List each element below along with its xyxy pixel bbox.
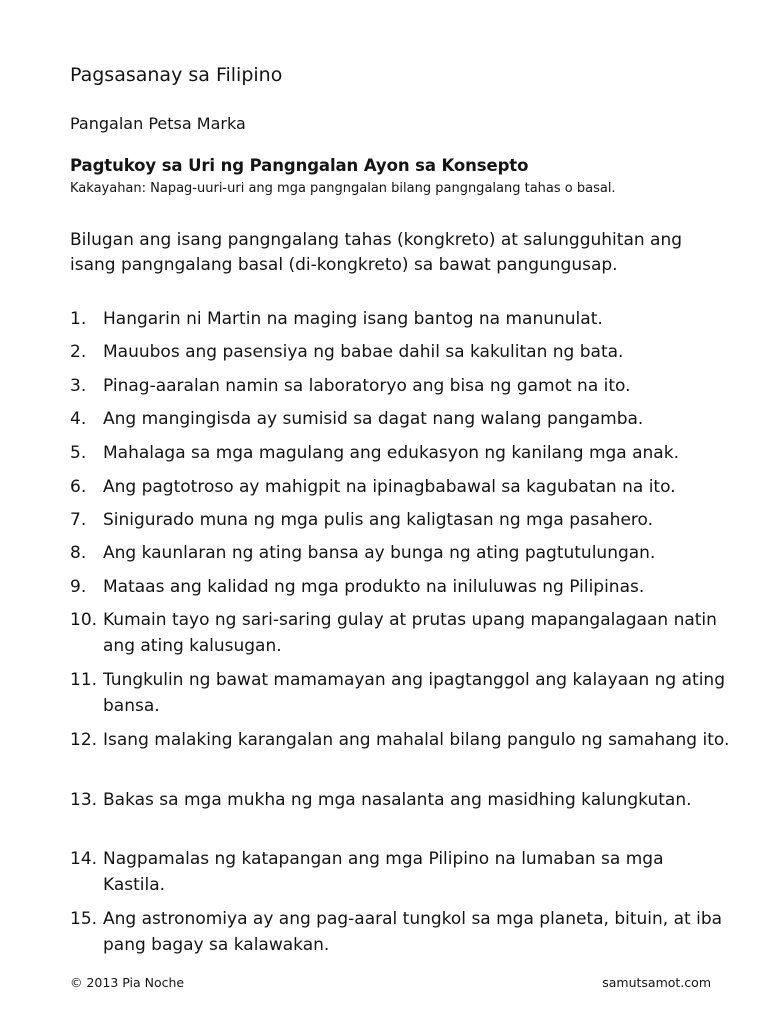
page-title: Pagsasanay sa Filipino [70,64,283,86]
item-sentence: Ang mangingisda ay sumisid sa dagat nang walang pangamba. [103,409,644,429]
item-number: 15. [70,909,98,929]
date-label: Petsa [148,114,192,133]
score-label: Marka [196,114,246,133]
item-sentence: Tungkulin ng bawat mamamayan ang ipagtanggol ang kalayaan ng ating bansa. [103,670,726,716]
item-number: 10. [70,610,98,630]
item-sentence: Mataas ang kalidad ng mga produkto na iniluluwas ng Pilipinas. [103,577,645,597]
site-link[interactable]: samutsamot.com [602,975,711,990]
item-sentence: Hangarin ni Martin na maging isang bantog na manunulat. [103,309,603,329]
item-sentence: Ang astronomiya ay ang pag-aaral tungkol sa mga planeta, bituin, at iba pang bagay sa kalawakan. [103,909,723,955]
item-sentence: Mahalaga sa mga magulang ang edukasyon ng kanilang mga anak. [103,443,679,463]
item-number: 14. [70,849,98,869]
item-number: 1. [70,309,87,329]
item-number: 8. [70,543,87,563]
student-info-fields [70,113,730,135]
item-sentence: Nagpamalas ng katapangan ang mga Pilipino na lumaban sa mga Kastila. [103,849,664,895]
item-number: 9. [70,577,87,597]
item-number: 13. [70,790,98,810]
item-sentence: Ang kaunlaran ng ating bansa ay bunga ng ating pagtutulungan. [103,543,656,563]
item-sentence: Kumain tayo ng sari-saring gulay at prutas upang mapangalagaan natin ang ating kalusugan. [103,610,717,656]
item-number: 7. [70,510,87,530]
name-label: Pangalan [70,114,144,133]
item-number: 12. [70,730,98,750]
item-sentence: Ang pagtotroso ay mahigpit na ipinagbabawal sa kagubatan na ito. [103,477,676,497]
item-sentence: Isang malaking karangalan ang mahalal bilang pangulo ng samahang ito. [103,730,730,750]
item-sentence: Sinigurado muna ng mga pulis ang kaligtasan ng mga pasahero. [103,510,654,530]
lesson-skill: Kakayahan: Napag-uuri-uri ang mga pangngalan bilang pangngalang tahas o basal. [70,181,616,196]
item-number: 3. [70,376,87,396]
item-sentence: Pinag-aaralan namin sa laboratoryo ang bisa ng gamot na ito. [103,376,631,396]
item-number: 4. [70,409,87,429]
item-number: 5. [70,443,87,463]
lesson-subtitle: Pagtukoy sa Uri ng Pangngalan Ayon sa Konsepto [70,156,529,175]
instructions: Bilugan ang isang pangngalang tahas (kongkreto) at salungguhitan ang isang pangngalang basal (di-kongkreto) sa bawat pangungusap. [70,230,683,275]
item-number: 6. [70,477,87,497]
item-sentence: Bakas sa mga mukha ng mga nasalanta ang masidhing kalungkutan. [103,790,692,810]
item-sentence: Mauubos ang pasensiya ng babae dahil sa kakulitan ng bata. [103,342,624,362]
copyright-text: © 2013 Pia Noche [70,975,185,990]
item-number: 11. [70,670,98,690]
item-number: 2. [70,342,87,362]
